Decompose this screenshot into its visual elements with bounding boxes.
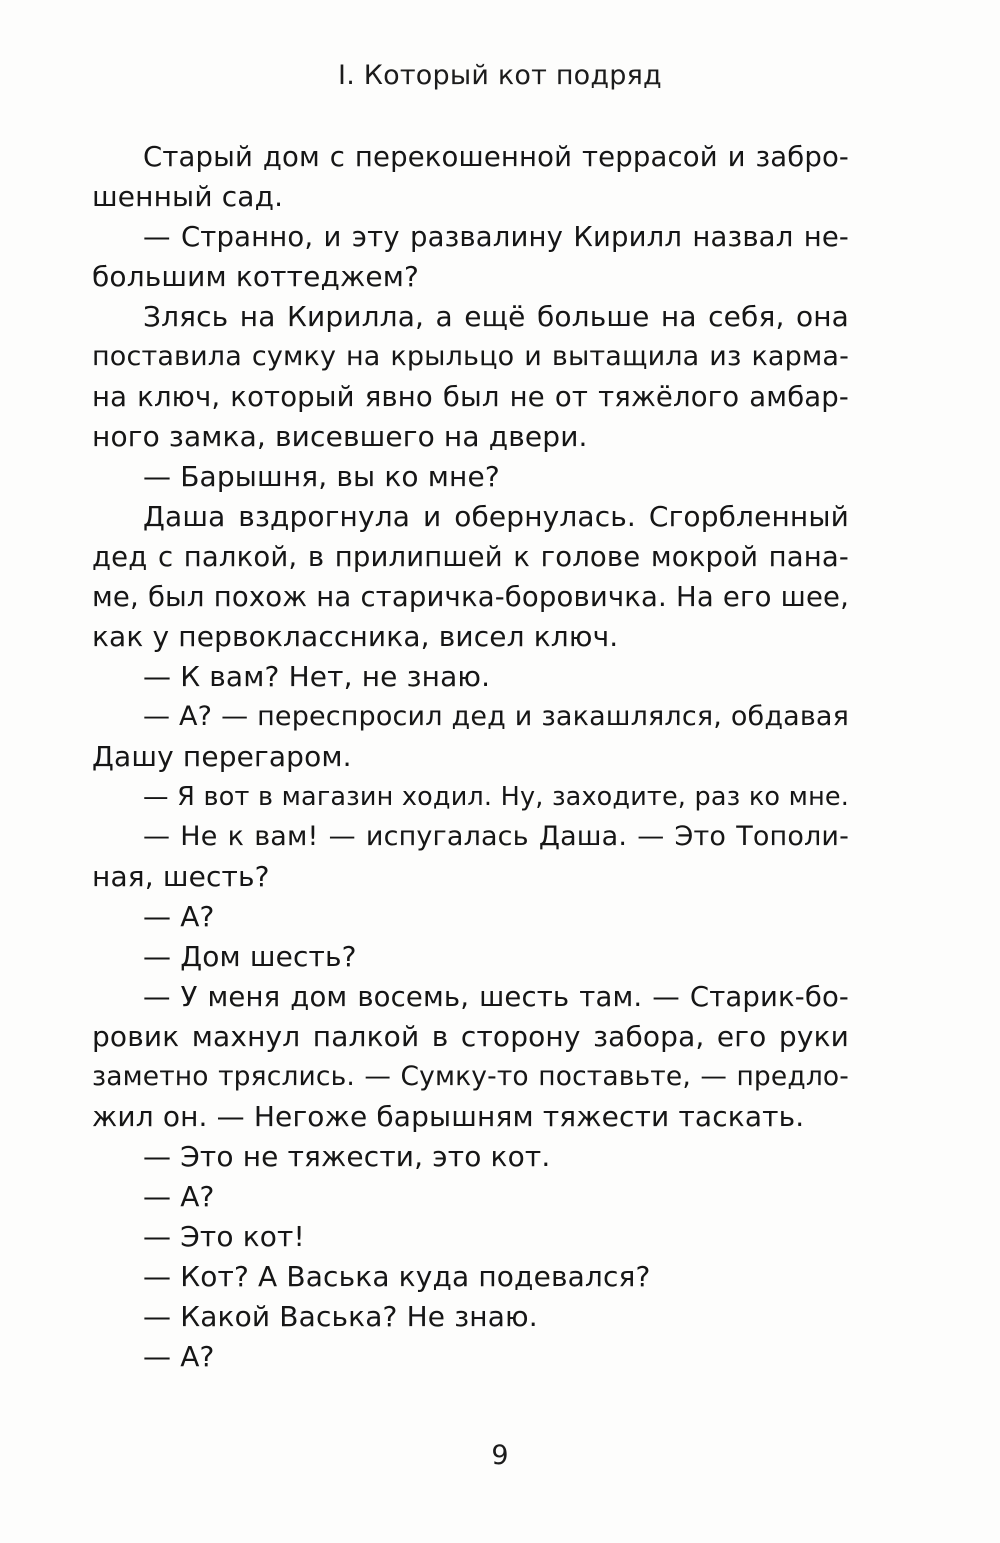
text-line: на ключ, который явно был не от тяжёлого амбар- <box>92 381 849 413</box>
text-line: — У меня дом восемь, шесть там. — Старик-бо- <box>143 981 849 1013</box>
text-line: жил он. — Негоже барышням тяжести таскать. <box>92 1100 805 1133</box>
text-line: — Кот? А Васька куда подевался? <box>143 1260 651 1293</box>
text-line: Дашу перегаром. <box>92 740 352 773</box>
text-line: как у первоклассника, висел ключ. <box>92 620 619 653</box>
text-line: — Какой Васька? Не знаю. <box>143 1300 538 1333</box>
text-line: — А? <box>143 1180 215 1213</box>
text-line: — Дом шесть? <box>143 940 357 973</box>
text-line: шенный сад. <box>92 180 284 213</box>
text-line: ного замка, висевшего на двери. <box>92 420 588 453</box>
text-line: Даша вздрогнула и обернулась. Сгорбленный <box>143 500 849 533</box>
text-line: ме, был похож на старичка-боровичка. На его шее, <box>92 581 849 613</box>
text-line: Злясь на Кирилла, а ещё больше на себя, она <box>143 300 849 333</box>
text-line: — Барышня, вы ко мне? <box>143 460 500 493</box>
text-line: — А? <box>143 900 215 933</box>
text-line: — Я вот в магазин ходил. Ну, заходите, раз ко мне. <box>143 782 849 812</box>
text-line: — А? — переспросил дед и закашлялся, обдавая <box>143 701 849 732</box>
text-line: — Странно, и эту развалину Кирилл назвал не- <box>143 221 849 253</box>
text-line: — Это не тяжести, это кот. <box>143 1140 551 1173</box>
running-title: I. Который кот подряд <box>338 60 662 91</box>
text-line: — К вам? Нет, не знаю. <box>143 660 491 693</box>
text-line: ровик махнул палкой в сторону забора, его руки <box>92 1020 849 1053</box>
text-line: — Не к вам! — испугалась Даша. — Это Тополи- <box>143 821 849 852</box>
page-number: 9 <box>491 1440 509 1471</box>
text-line: дед с палкой, в прилипшей к голове мокрой пана- <box>92 541 849 573</box>
text-line: заметно тряслись. — Сумку-то поставьте, — предло- <box>92 1061 849 1092</box>
text-line: — Это кот! <box>143 1220 305 1253</box>
text-line: — А? <box>143 1340 215 1373</box>
text-line: поставила сумку на крыльцо и вытащила из карма- <box>92 341 849 372</box>
text-line: ная, шесть? <box>92 860 270 893</box>
text-line: Старый дом с перекошенной террасой и забро- <box>143 141 849 173</box>
body-text <box>92 137 849 1377</box>
text-line: большим коттеджем? <box>92 260 420 293</box>
